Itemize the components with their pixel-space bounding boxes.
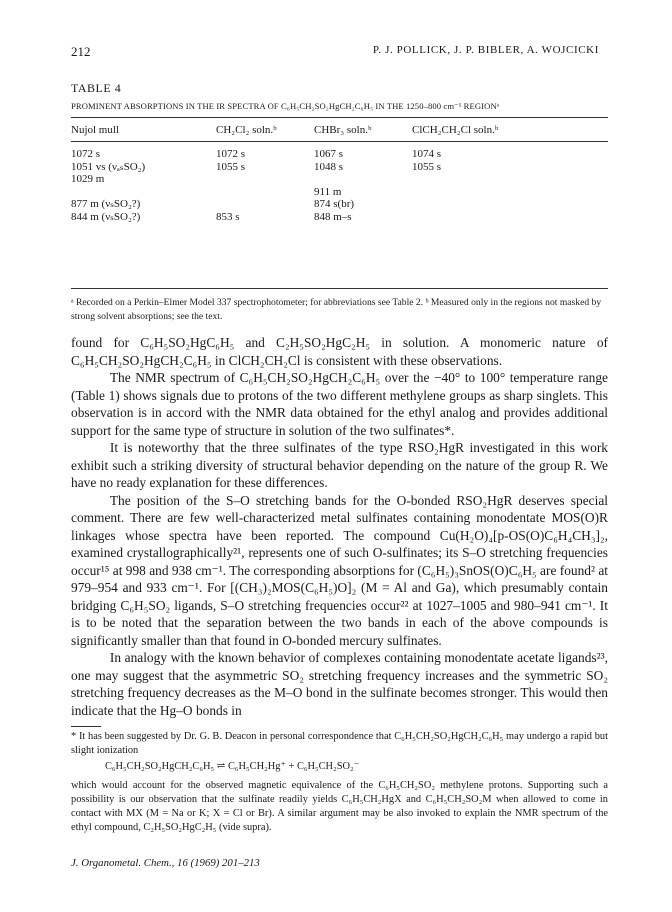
table-top-rule — [71, 117, 608, 118]
running-authors: P. J. POLLICK, J. P. BIBLER, A. WOJCICKI — [372, 44, 599, 56]
paragraph: found for C₆H₅SO₂HgC₆H₅ and C₂H₅SO₂HgC₂H₅ in solution. A monomeric nature of C₆H₅CH₂SO₂HgCH₂C₆H₅ in ClCH₂CH₂Cl is consistent with these observations. — [71, 335, 608, 368]
table-cell: 1072 s — [216, 148, 246, 160]
footnote-text: which would account for the observed magnetic equivalence of the C₆H₅CH₂SO₂ methylene protons. Supporting such a possibility is our observation that the sulfinate readily yields C₆H₅CH₂HgX and C₆H₅CH₂SO₂M when allowed to come in contact with MX (M = Na or K; X = Cl or Br). A similar argument may be also invoked to explain the NMR spectrum of the ethyl compound, C₂H₅SO₂HgC₂H₅ (vide supra). — [71, 779, 608, 834]
footnote-text: * It has been suggested by Dr. G. B. Deacon in personal correspondence that C₆H₅CH₂SO₂HgCH₂C₆H₅ may undergo a rapid but slight ionization — [71, 731, 608, 757]
col-clch2ch2cl — [412, 148, 441, 223]
table-cell — [216, 173, 245, 186]
table-cell: 874 s(br) — [314, 198, 355, 210]
table-cell — [71, 186, 145, 199]
table-cell: 853 s — [216, 210, 240, 223]
table-cell — [412, 173, 441, 186]
col-nujol — [71, 148, 145, 223]
table-cell: 877 m (νₛSO₂?) — [71, 198, 141, 210]
paragraph: The NMR spectrum of C₆H₅CH₂SO₂HgCH₂C₆H₅ over the −40° to 100° temperature range (Table 1) shows signals due to protons of the two different methylene groups as sharp singlets. This observation is in accord with the NMR data obtained for the ethyl analog and provides additional support for the same type of structure in solution of the two sulfinates*. — [71, 370, 608, 438]
table-cell: 1067 s — [314, 148, 344, 160]
table-cell: 1072 s — [71, 148, 101, 160]
page-footnote — [71, 730, 608, 835]
col-chbr3 — [314, 148, 354, 223]
table-cell — [216, 186, 245, 199]
col-header-chbr3: CHBr₃ soln.ᵇ — [314, 124, 372, 136]
table-cell: 1051 vs (νₐₛSO₂) — [71, 160, 146, 173]
table-cell: 1055 s — [216, 160, 246, 173]
table-cell: 1048 s — [314, 160, 344, 173]
page-number: 212 — [71, 44, 91, 59]
col-header-nujol: Nujol mull — [71, 124, 119, 136]
table-cell — [412, 198, 441, 211]
table-cell — [412, 186, 441, 199]
table-cell: 1055 s — [412, 160, 442, 173]
footnote-equation: C₆H₅CH₂SO₂HgCH₂C₆H₅ ⇌ C₆H₅CH₂Hg⁺ + C₆H₅CH₂SO₂⁻ — [105, 761, 360, 773]
paragraph: It is noteworthy that the three sulfinates of the type RSO₂HgR investigated in this work exhibit such a striking diversity of structural behavior depending on the nature of the group R. We have no ready explanation for these differences. — [71, 440, 608, 490]
table-cell: 1029 m — [71, 173, 105, 185]
journal-citation: J. Organometal. Chem., 16 (1969) 201–213 — [71, 857, 260, 869]
table-footnote: ᵃ Recorded on a Perkin–Elmer Model 337 spectrophotometer; for abbreviations see Table 2. ᵇ Measured only in the regions not masked by strong solvent absorptions; see the text. — [71, 297, 602, 322]
table-cell: 848 m–s — [314, 210, 352, 223]
col-header-clch2ch2cl: ClCH₂CH₂Cl soln.ᵇ — [412, 124, 499, 136]
table-bottom-rule — [71, 288, 608, 289]
col-ch2cl2 — [216, 148, 245, 223]
table-cell — [412, 211, 441, 224]
table-cell: 911 m — [314, 185, 342, 198]
table-caption: PROMINENT ABSORPTIONS IN THE IR SPECTRA OF C₆H₅CH₂SO₂HgCH₂C₆H₅ IN THE 1250–800 cm⁻¹ REGIONᵃ — [71, 101, 500, 111]
table-header-rule — [71, 141, 608, 142]
paragraph: In analogy with the known behavior of complexes containing monodentate acetate ligands²³, one may suggest that the asymmetric SO₂ stretching frequency increases and the symmetric SO₂ stretching frequency decreases as the M–O bond in the sulfinate becomes stronger. This would then indicate that the Hg–O bonds in — [71, 650, 608, 718]
footnote-rule — [71, 726, 101, 727]
table-cell: 844 m (νₛSO₂?) — [71, 210, 141, 223]
table-label: TABLE 4 — [71, 81, 122, 95]
table-cell — [216, 198, 245, 211]
body-text — [71, 334, 608, 719]
paragraph: The position of the S–O stretching bands for the O-bonded RSO₂HgR deserves special comment. There are few well-characterized metal sulfinates containing monodentate MOS(O)R linkages whose spectra have been reported. The compound Cu(H₂O)₄[p-OS(O)C₆H₄CH₃]₂, examined crystallographically²¹, represents one of such O-sulfinates; its S–O stretching frequencies occur¹⁵ at 998 and 938 cm⁻¹. The corresponding absorptions for (C₆H₅)₃SnOS(O)C₆H₅ are found² at 979–954 and 933 cm⁻¹. For [(CH₃)₂MOS(C₆H₅)O]₂ (M = Al and Ga), which presumably contain bridging C₆H₅SO₂ ligands, S–O stretching frequencies occur²² at 1027–1005 and 980–941 cm⁻¹. It is to be noted that the separation between the two bands in each of the above compounds is significantly smaller than that found in O-bonded mercury sulfinates. — [71, 492, 609, 648]
col-header-ch2cl2: CH₂Cl₂ soln.ᵇ — [216, 124, 277, 136]
table-cell — [314, 173, 354, 186]
table-cell: 1074 s — [412, 148, 442, 160]
